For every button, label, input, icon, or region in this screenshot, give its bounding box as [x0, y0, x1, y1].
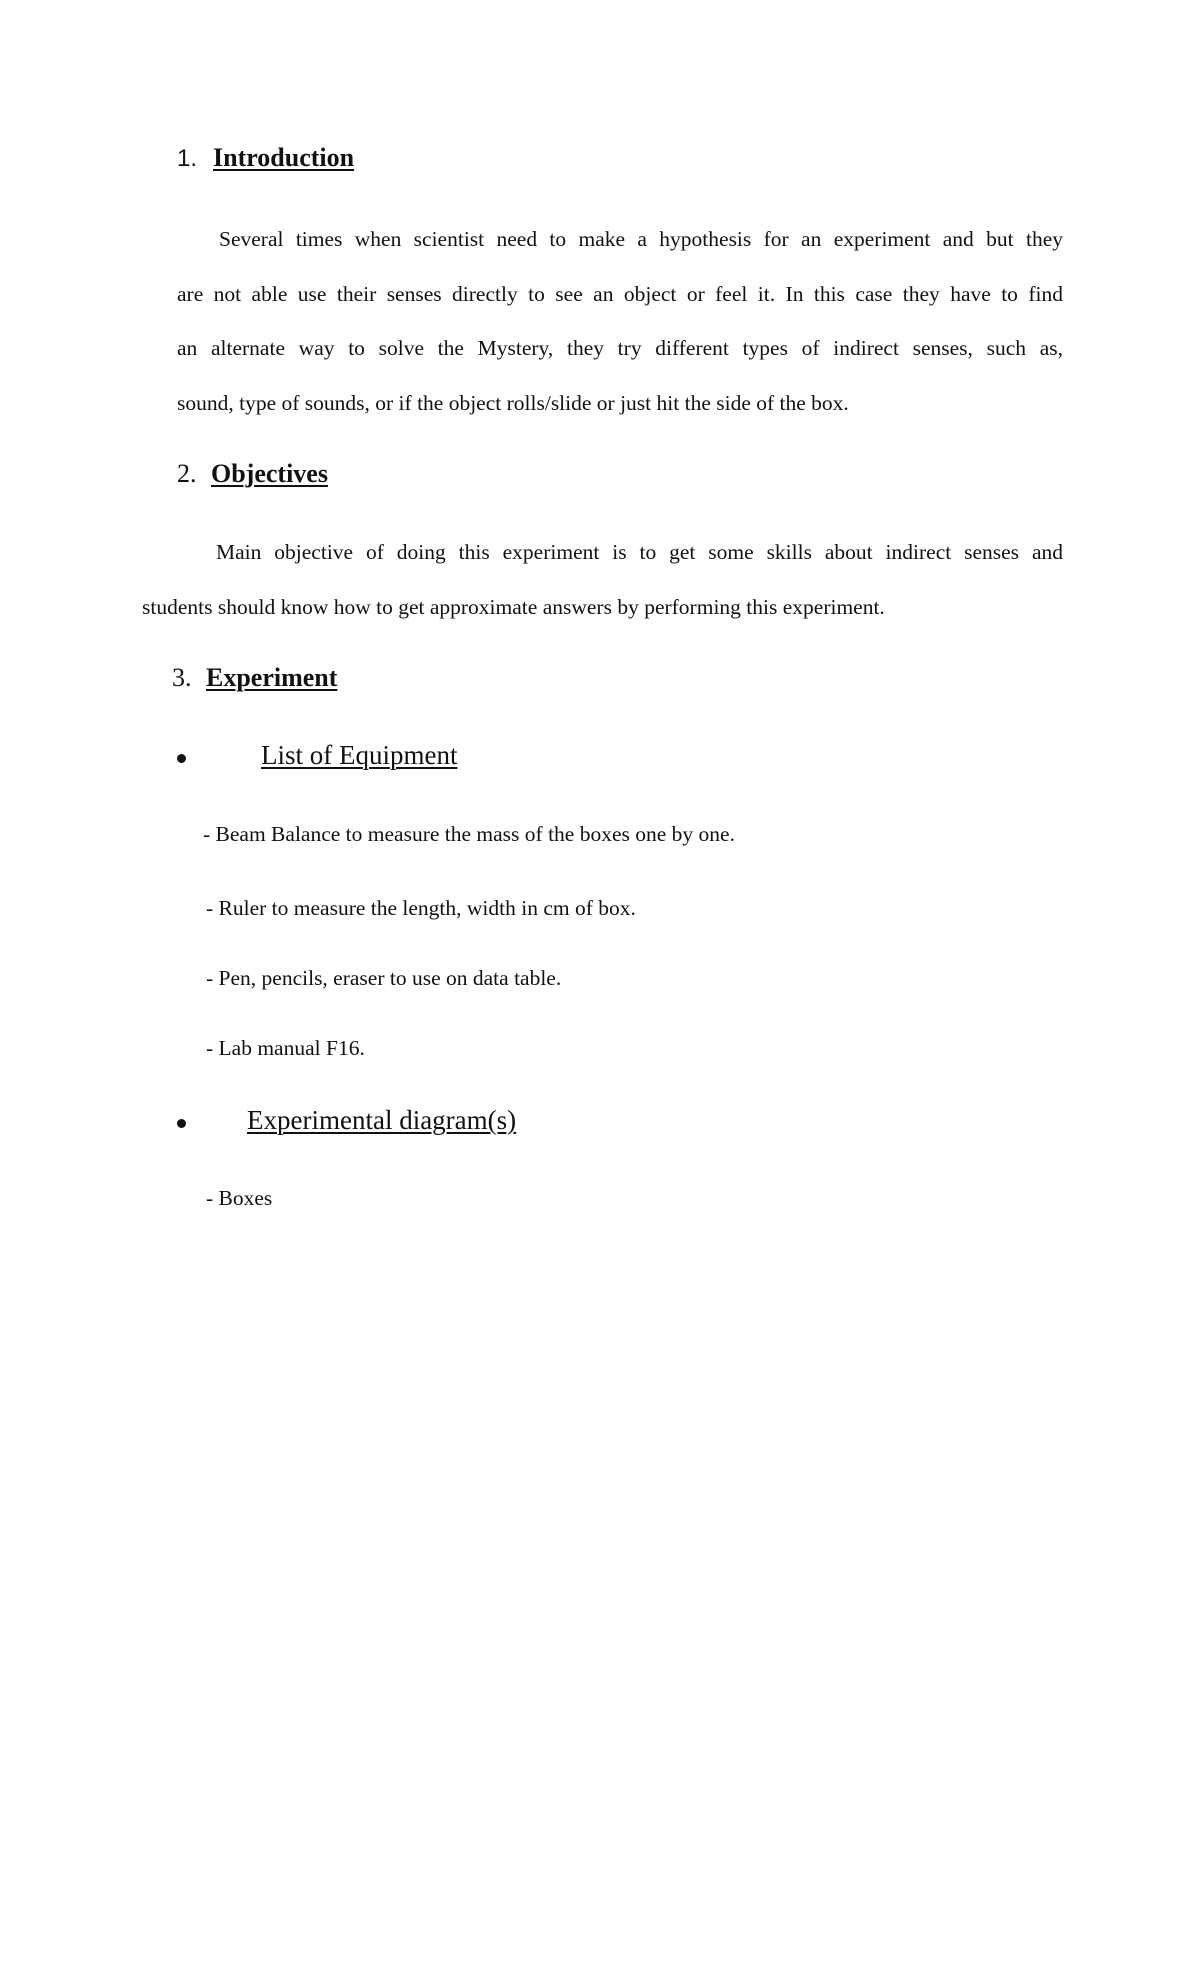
- section-number: 3.: [172, 663, 192, 692]
- section-number: 1.: [177, 145, 198, 172]
- diagram-item: - Boxes: [206, 1186, 273, 1210]
- paragraph-line: an alternate way to solve the Mystery, they try different types of indirect senses, such as,: [177, 336, 1063, 360]
- subsection-title: Experimental diagram(s): [247, 1105, 517, 1135]
- section-title: Objectives: [211, 459, 328, 488]
- equipment-item: - Beam Balance to measure the mass of the boxes one by one.: [203, 822, 735, 846]
- equipment-item: - Lab manual F16.: [206, 1036, 365, 1060]
- bullet-icon: [177, 754, 186, 763]
- paragraph-line: sound, type of sounds, or if the object rolls/slide or just hit the side of the box.: [177, 390, 849, 415]
- section-heading-objectives: [177, 459, 328, 489]
- section-title: Introduction: [213, 143, 355, 172]
- paragraph-line: are not able use their senses directly to see an object or feel it. In this case they have to find: [177, 281, 1063, 306]
- equipment-item: - Pen, pencils, eraser to use on data table.: [206, 966, 562, 990]
- introduction-paragraph: [177, 212, 1063, 430]
- subsection-title: List of Equipment: [261, 740, 458, 770]
- objectives-paragraph: [142, 525, 1063, 634]
- section-heading-experiment: [172, 663, 337, 693]
- bullet-icon: [177, 1119, 186, 1128]
- paragraph-line: Main objective of doing this experiment is to get some skills about indirect senses and: [216, 540, 1063, 564]
- paragraph-line: students should know how to get approximate answers by performing this experiment.: [142, 594, 885, 619]
- section-heading-introduction: [177, 143, 354, 173]
- section-number: 2.: [177, 459, 197, 488]
- equipment-item: - Ruler to measure the length, width in cm of box.: [206, 896, 636, 920]
- paragraph-line: Several times when scientist need to make a hypothesis for an experiment and but they: [219, 227, 1063, 251]
- section-title: Experiment: [206, 663, 338, 692]
- subsection-heading-equipment: [261, 740, 457, 771]
- subsection-heading-diagrams: [247, 1105, 516, 1136]
